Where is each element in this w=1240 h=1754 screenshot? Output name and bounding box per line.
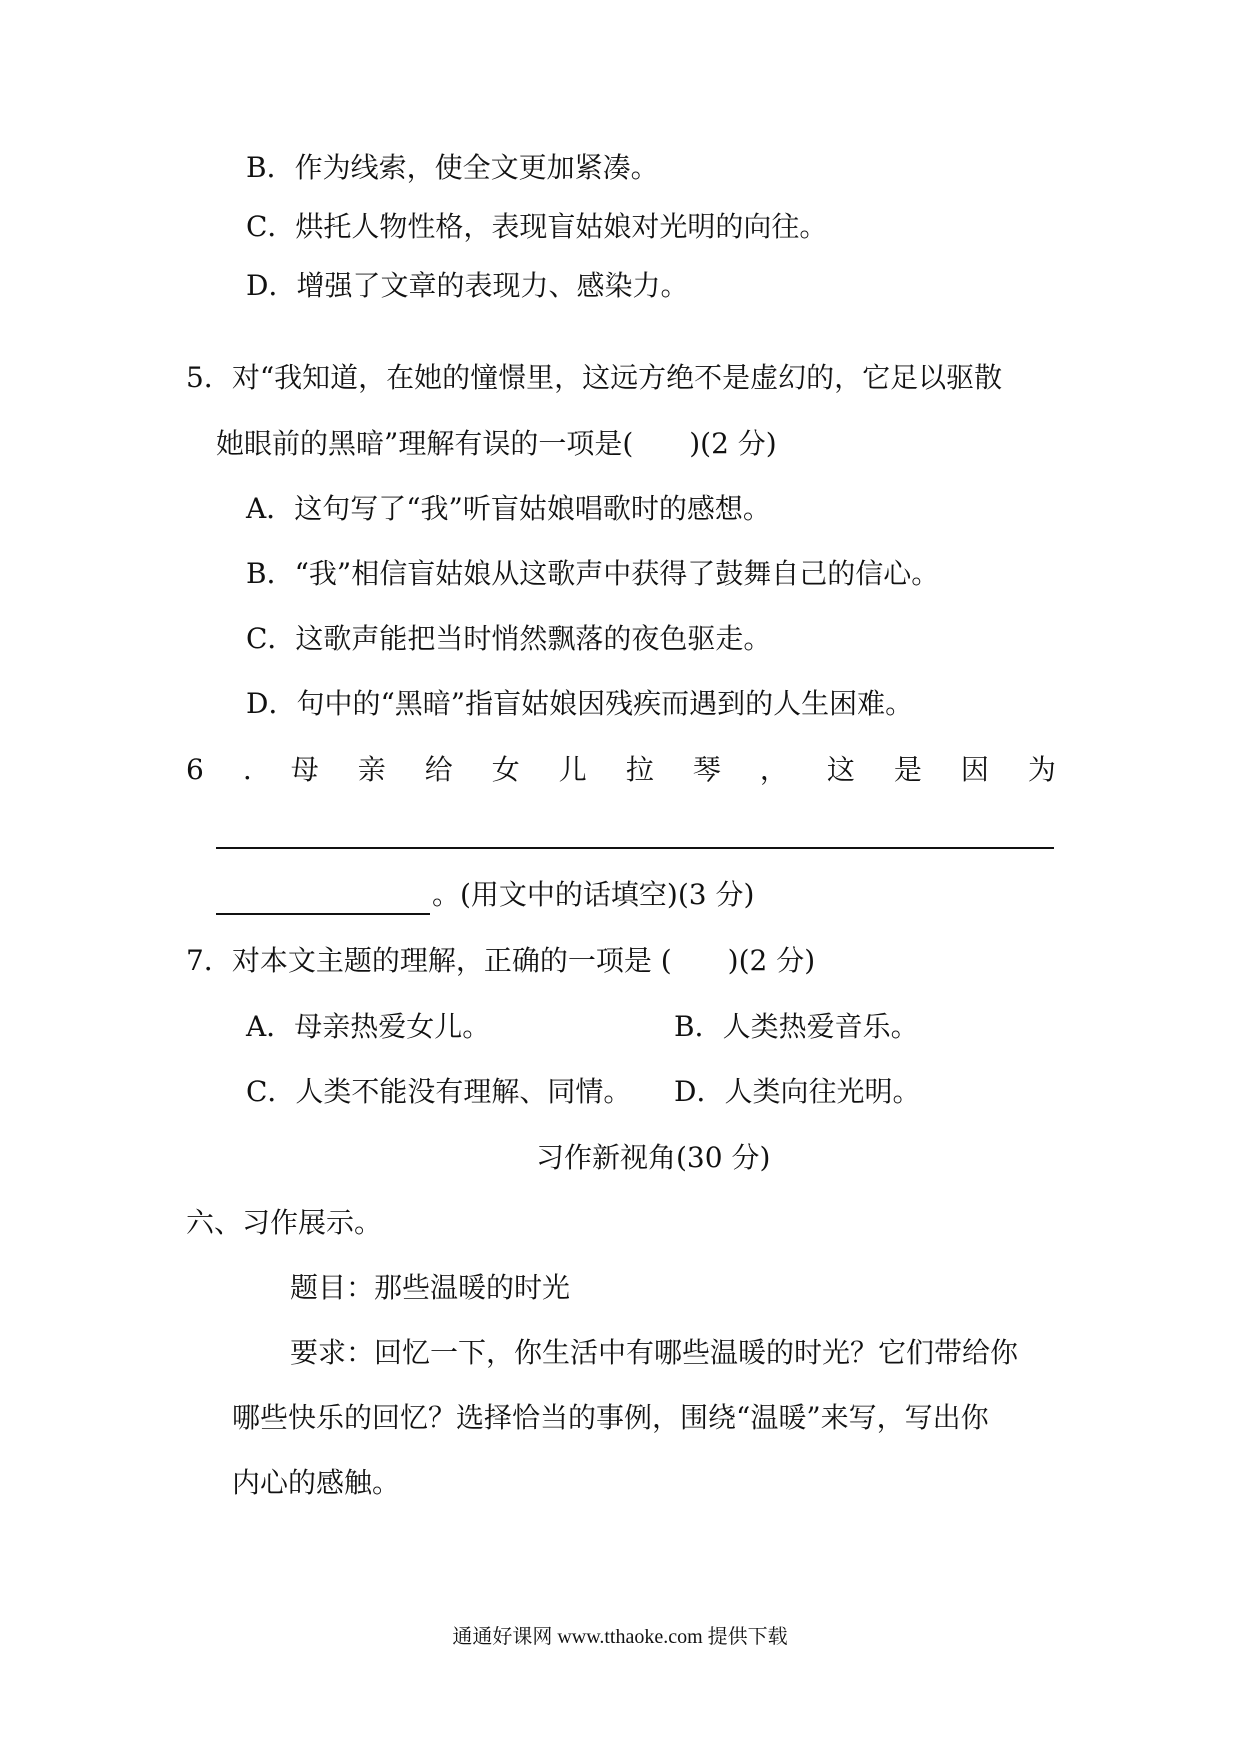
q4-option-d: D．增强了文章的表现力、感染力。 (246, 269, 689, 302)
part6-topic: 题目：那些温暖的时光 (290, 1271, 571, 1304)
q6-stem-char: 这 (826, 753, 855, 786)
part6-heading: 六、习作展示。 (186, 1206, 383, 1239)
q6-stem-char: 是 (893, 753, 922, 786)
q4-option-b: B．作为线索，使全文更加紧凑。 (246, 151, 659, 184)
q5-option-d: D．句中的“黑暗”指盲姑娘因残疾而遇到的人生困难。 (246, 687, 914, 720)
section-title: 习作新视角(30 分) (536, 1141, 771, 1174)
q6-stem (186, 750, 1056, 790)
q6-stem-char: 6 (186, 753, 204, 786)
q6-tail-line (216, 875, 754, 915)
q5-stem-line1: 5．对“我知道，在她的憧憬里，这远方绝不是虚幻的，它足以驱散 (186, 361, 1003, 394)
q6-answer-blank-short[interactable] (216, 883, 430, 915)
q7-stem: 7．对本文主题的理解，正确的一项是 ( )(2 分) (186, 944, 816, 977)
q4-option-c: C．烘托人物性格，表现盲姑娘对光明的向往。 (246, 210, 828, 243)
q6-stem-char: 拉 (625, 753, 654, 786)
q6-tail-text: 。(用文中的话填空)(3 分) (432, 878, 755, 911)
q6-stem-char: 儿 (558, 753, 587, 786)
q6-stem-char: . (242, 753, 252, 786)
part6-requirement-line1: 要求：回忆一下，你生活中有哪些温暖的时光？它们带给你 (290, 1336, 1019, 1369)
part6-requirement-line2: 哪些快乐的回忆？选择恰当的事例，围绕“温暖”来写，写出你 (232, 1401, 989, 1434)
q5-option-a: A．这句写了“我”听盲姑娘唱歌时的感想。 (246, 492, 771, 525)
q6-stem-char: 为 (1027, 753, 1056, 786)
footer-source: 通通好课网 www.tthaoke.com 提供下载 (452, 1626, 788, 1648)
q6-stem-char: ， (759, 753, 788, 786)
q6-stem-char: 亲 (357, 753, 386, 786)
q6-stem-char: 琴 (692, 753, 721, 786)
q5-option-c: C．这歌声能把当时悄然飘落的夜色驱走。 (246, 622, 772, 655)
q7-option-c: C．人类不能没有理解、同情。 (246, 1075, 632, 1108)
q5-stem-line2: 她眼前的黑暗”理解有误的一项是( )(2 分) (216, 427, 777, 460)
q6-stem-char: 因 (960, 753, 989, 786)
q7-option-a: A．母亲热爱女儿。 (246, 1010, 491, 1043)
q5-option-b: B．“我”相信盲姑娘从这歌声中获得了鼓舞自己的信心。 (246, 557, 940, 590)
part6-requirement-line3: 内心的感触。 (232, 1466, 401, 1499)
q6-answer-blank-long[interactable] (216, 847, 1054, 849)
q6-stem-char: 女 (491, 753, 520, 786)
q7-option-b: B．人类热爱音乐。 (674, 1010, 919, 1043)
q6-stem-char: 母 (290, 753, 319, 786)
q7-option-d: D．人类向往光明。 (674, 1075, 921, 1108)
q6-stem-char: 给 (424, 753, 453, 786)
